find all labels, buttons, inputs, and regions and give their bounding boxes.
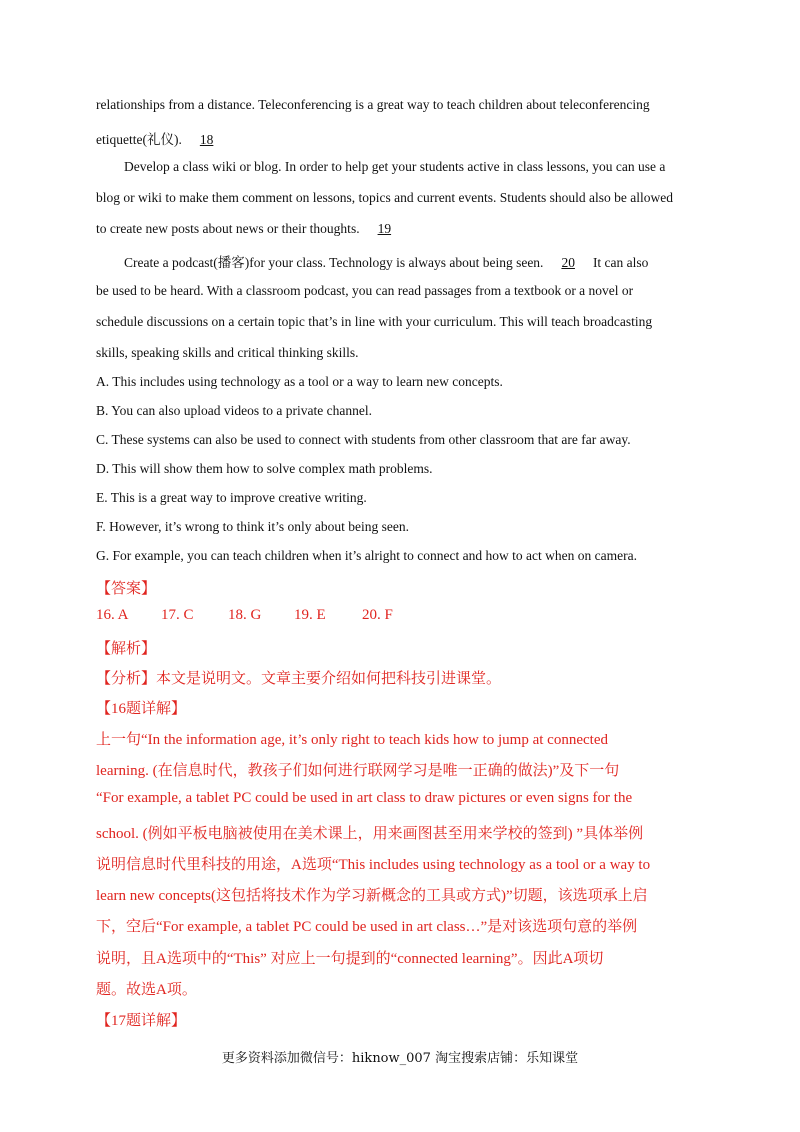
option-b: B. You can also upload videos to a private channel. [96,403,372,418]
q16-line: 下，空后“For example, a tablet PC could be used in art class…”是对该选项句意的举例 [96,919,638,935]
passage-text: etiquette(礼仪). [96,132,182,147]
answer-heading: 【答案】 [96,581,157,597]
blank-18: 18 [199,132,214,147]
option-c: C. These systems can also be used to connect with students from other classroom that are far away. [96,432,631,447]
q16-line: 上一句“In the information age, it’s only right to teach kids how to jump at connected [96,732,608,748]
passage-line: Develop a class wiki or blog. In order to help get your students active in class lessons, you can use a [124,159,666,174]
answer-16: 16. A [96,607,129,623]
option-f: F. However, it’s wrong to think it’s only about being seen. [96,519,409,534]
q17-heading: 【17题详解】 [96,1013,187,1029]
q16-line: 说明信息时代里科技的用途，A选项“This includes using technology as a tool or a way to [96,857,651,873]
q16-heading: 【16题详解】 [96,701,187,717]
page-footer: 更多资料添加微信号：hiknow_007 淘宝搜索店铺：乐知课堂 [221,1051,579,1066]
blank-19: 19 [377,221,392,236]
option-d: D. This will show them how to solve complex math problems. [96,461,433,476]
q16-line: 说明，且A选项中的“This” 对应上一句提到的“connected learning”。因此A项切 [96,951,604,967]
option-a: A. This includes using technology as a tool or a way to learn new concepts. [96,374,503,389]
option-e: E. This is a great way to improve creative writing. [96,490,367,505]
answer-17: 17. C [161,607,194,623]
option-g: G. For example, you can teach children when it’s alright to connect and how to act when on camera. [96,548,637,563]
passage-text: It can also [592,255,649,270]
passage-line: relationships from a distance. Teleconferencing is a great way to teach children about teleconferencing [96,97,650,112]
passage-text: Create a podcast(播客)for your class. Technology is always about being seen. [124,255,544,270]
answers-row [96,607,393,624]
q16-line: learning. (在信息时代，教孩子们如何进行联网学习是唯一正确的做法)”及下一句 [96,763,620,779]
passage-line: schedule discussions on a certain topic that’s in line with your curriculum. This will teach broadcasting [96,314,653,329]
blank-20: 20 [561,255,575,270]
passage-line [96,128,231,148]
passage-line: skills, speaking skills and critical thinking skills. [96,345,359,360]
answer-19: 19. E [294,607,326,623]
passage-line [124,251,648,271]
q16-line: 题。故选A项。 [96,982,197,998]
q16-line: learn new concepts(这包括将技术作为学习新概念的工具或方式)”切题，该选项承上启 [96,888,648,904]
q16-line: “For example, a tablet PC could be used in art class to draw pictures or even signs for the [96,790,633,806]
analysis-heading: 【解析】 [96,641,157,657]
passage-text: to create new posts about news or their thoughts. [96,221,360,236]
passage-line [96,221,409,237]
analysis-summary: 【分析】本文是说明文。文章主要介绍如何把科技引进课堂。 [96,671,502,687]
answer-20: 20. F [362,607,393,623]
q16-line: school. (例如平板电脑被使用在美术课上，用来画图甚至用来学校的签到) ”具体举例 [96,826,644,842]
passage-line: blog or wiki to make them comment on lessons, topics and current events. Students should also be allowed [96,190,674,205]
answer-18: 18. G [228,607,262,623]
passage-line: be used to be heard. With a classroom podcast, you can read passages from a textbook or a novel or [96,283,634,298]
